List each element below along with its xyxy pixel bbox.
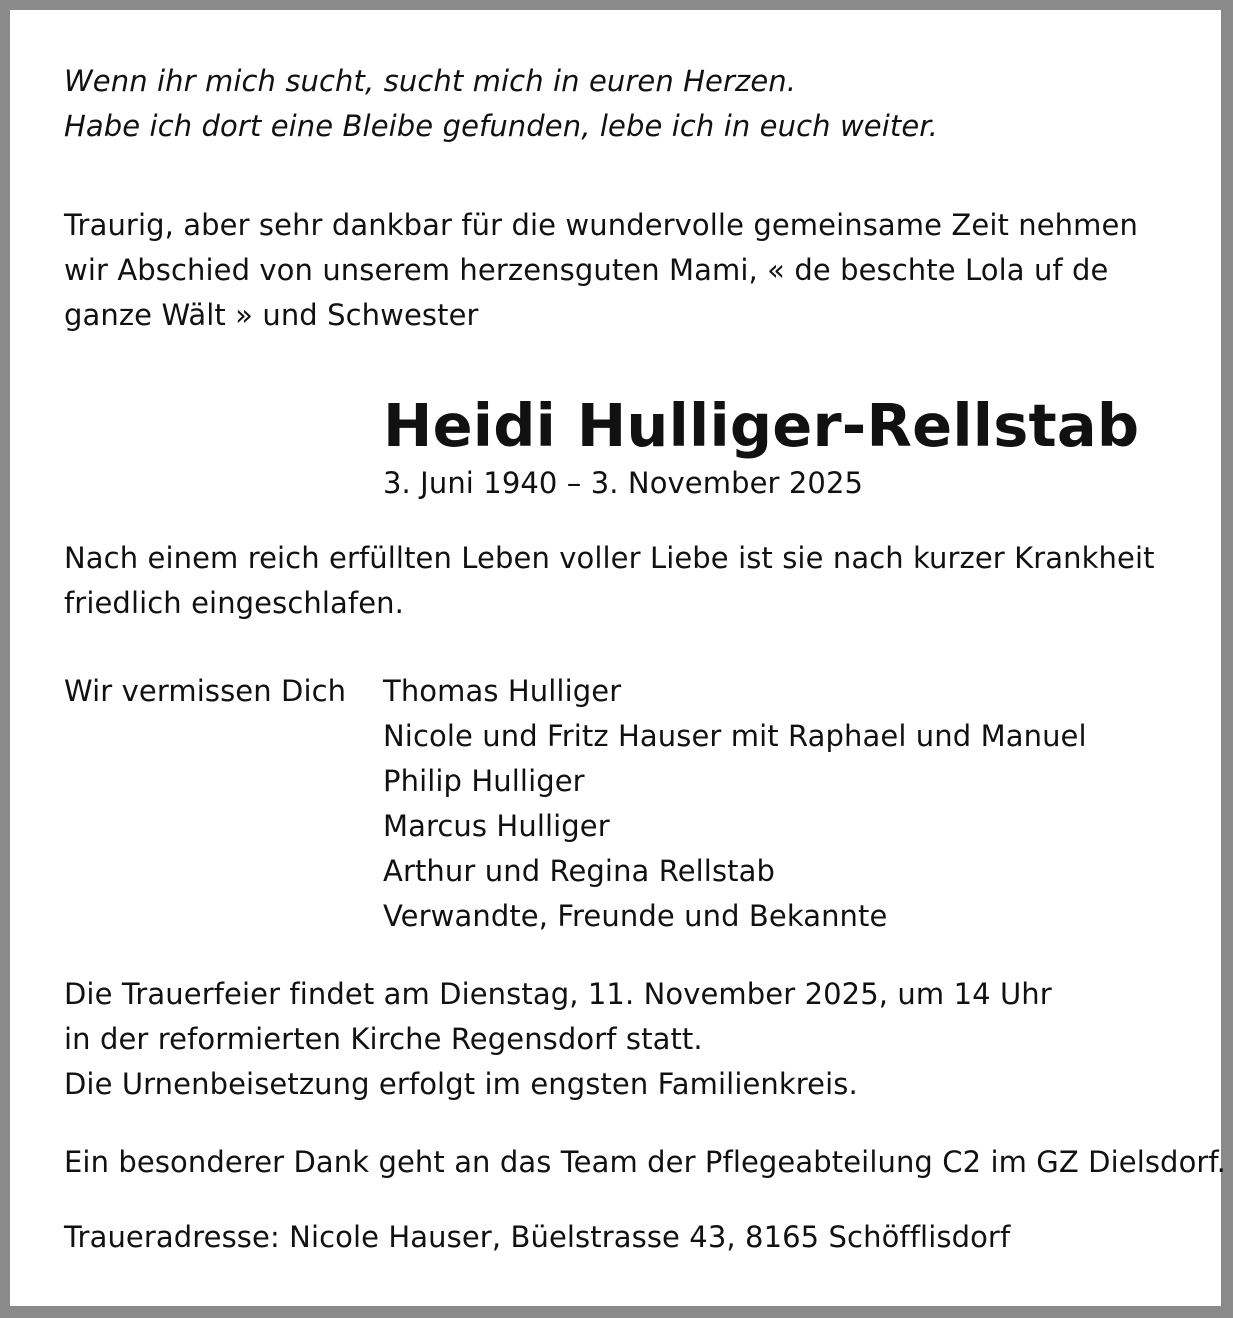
mourner-name: Nicole und Fritz Hauser mit Raphael und Manuel (383, 719, 1087, 753)
ceremony-line: Die Trauerfeier findet am Dienstag, 11. November 2025, um 14 Uhr (64, 977, 1052, 1011)
intro-line: Traurig, aber sehr dankbar für die wundervolle gemeinsame Zeit nehmen (64, 208, 1138, 242)
mourner-name: Marcus Hulliger (383, 809, 610, 843)
life-dates: 3. Juni 1940 – 3. November 2025 (383, 466, 864, 500)
motto-quote (64, 59, 938, 149)
ceremony-line: in der reformierten Kirche Regensdorf statt. (64, 1022, 703, 1056)
mourners-label: Wir vermissen Dich (64, 674, 347, 708)
deceased-name: Heidi Hulliger-Rellstab (383, 391, 1140, 460)
remark-line: friedlich eingeschlafen. (64, 586, 404, 620)
mourning-address: Traueradresse: Nicole Hauser, Büelstrasse 43, 8165 Schöfflisdorf (64, 1220, 1011, 1254)
mourner-name: Philip Hulliger (383, 764, 585, 798)
intro-line: ganze Wält » und Schwester (64, 298, 479, 332)
mourner-name: Verwandte, Freunde und Bekannte (383, 899, 888, 933)
remark-paragraph (64, 536, 1155, 626)
intro-line: wir Abschied von unserem herzensguten Mami, « de beschte Lola uf de (64, 253, 1109, 287)
mourner-name: Arthur und Regina Rellstab (383, 854, 776, 888)
motto-line: Habe ich dort eine Bleibe gefunden, lebe ich in euch weiter. (64, 109, 938, 143)
thanks-note: Ein besonderer Dank geht an das Team der Pflegeabteilung C2 im GZ Dielsdorf. (64, 1145, 1226, 1179)
remark-line: Nach einem reich erfüllten Leben voller Liebe ist sie nach kurzer Krankheit (64, 541, 1155, 575)
intro-paragraph (64, 203, 1138, 338)
mourners-list (383, 669, 1087, 939)
mourner-name: Thomas Hulliger (383, 674, 622, 708)
motto-line: Wenn ihr mich sucht, sucht mich in euren Herzen. (64, 64, 797, 98)
ceremony-line: Die Urnenbeisetzung erfolgt im engsten Familienkreis. (64, 1067, 858, 1101)
ceremony-info (64, 972, 1052, 1107)
